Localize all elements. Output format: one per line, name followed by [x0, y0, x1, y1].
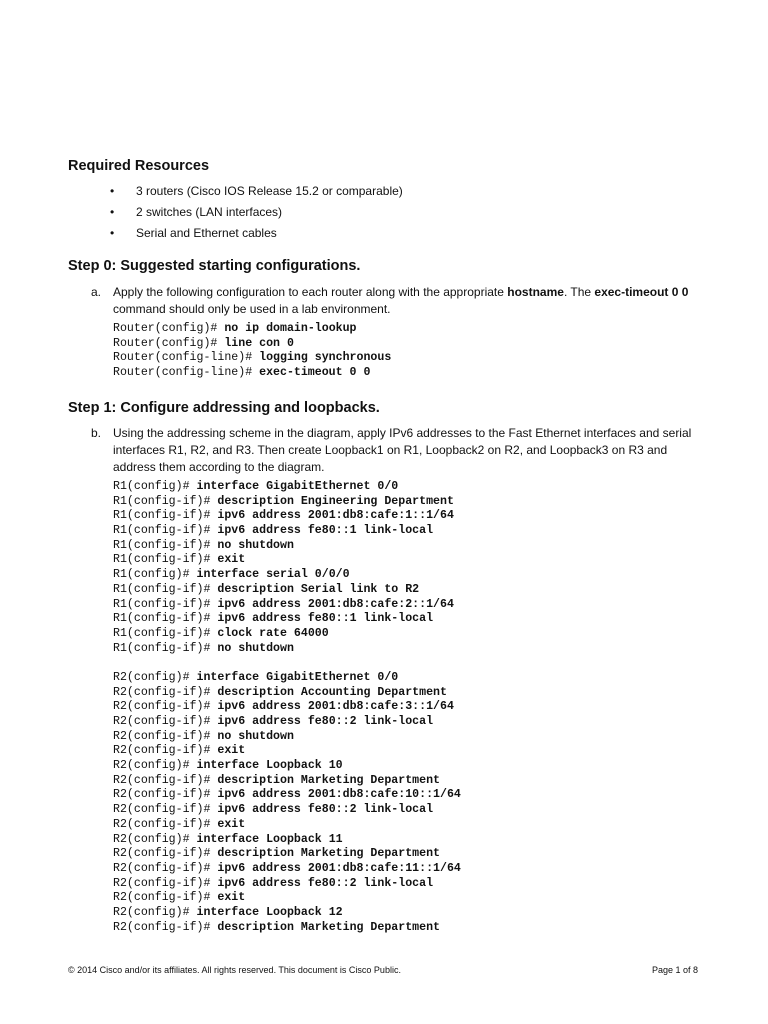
code-line: R2(config-if)# ipv6 address fe80::2 link-local	[113, 876, 434, 890]
code-line: R2(config-if)# description Accounting Department	[113, 685, 447, 699]
step0-text-1: Apply the following configuration to each router along with the appropriate	[113, 285, 508, 299]
step1-code-block	[113, 480, 461, 935]
exec-timeout-term: exec-timeout 0 0	[594, 285, 689, 299]
code-line: R2(config-if)# description Marketing Department	[113, 920, 441, 934]
code-line: R2(config-if)# ipv6 address fe80::2 link-local	[113, 803, 434, 817]
code-line: R2(config-if)# exit	[113, 744, 246, 758]
code-line: R2(config-if)# ipv6 address 2001:db8:cafe:10::1/64	[113, 788, 461, 802]
code-line: R2(config)# interface Loopback 10	[113, 759, 343, 773]
code-line: R2(config)# interface Loopback 12	[113, 905, 343, 919]
step0-text-3: command should only be used in a lab environment.	[113, 302, 391, 316]
step0-text-2: . The	[563, 285, 595, 299]
code-line: R2(config)# interface Loopback 11	[113, 832, 343, 846]
code-line: R1(config-if)# ipv6 address 2001:db8:cafe:2::1/64	[113, 597, 454, 611]
list-item: • 2 switches (LAN interfaces)	[110, 204, 403, 225]
code-line: R1(config-if)# clock rate 64000	[113, 626, 329, 640]
code-line: R2(config-if)# description Marketing Department	[113, 847, 441, 861]
hostname-term: hostname	[507, 285, 564, 299]
code-line: R1(config-if)# description Serial link to R2	[113, 582, 420, 596]
code-line: R2(config-if)# ipv6 address 2001:db8:cafe:3::1/64	[113, 700, 454, 714]
code-line: R2(config-if)# ipv6 address 2001:db8:cafe:11::1/64	[113, 861, 461, 875]
required-resources-heading: Required Resources	[68, 158, 210, 174]
step1-text: Using the addressing scheme in the diagram, apply IPv6 addresses to the Fast Ethernet interfaces and serial interfaces R1, R2, and R3. Then create Loopback1 on R1, Loopback2 on R2, and Loopback3 on R3 and address them according to the diagram.	[113, 426, 692, 474]
code-line: Router(config)# no ip domain-lookup	[113, 322, 357, 335]
code-line: R1(config-if)# exit	[113, 553, 246, 567]
code-line: R1(config-if)# ipv6 address fe80::1 link-local	[113, 524, 434, 538]
footer-copyright: © 2014 Cisco and/or its affiliates. All rights reserved. This document is Cisco Public.	[68, 965, 401, 975]
code-line: R2(config-if)# no shutdown	[113, 729, 294, 743]
step1-paragraph	[91, 425, 698, 476]
code-line: R2(config-if)# exit	[113, 817, 246, 831]
code-line: R1(config-if)# no shutdown	[113, 538, 294, 552]
code-line: R2(config-if)# ipv6 address fe80::2 link-local	[113, 715, 434, 728]
code-line: R2(config-if)# exit	[113, 891, 246, 905]
step0-label: a.	[91, 285, 102, 299]
footer-page-number: Page 1 of 8	[651, 965, 698, 975]
resources-list	[110, 183, 403, 246]
step0-code-block	[113, 322, 391, 381]
code-line: Router(config)# line con 0	[113, 336, 294, 350]
code-line: R1(config-if)# description Engineering Department	[113, 494, 454, 508]
step1-label: b.	[91, 426, 102, 440]
code-line: R1(config-if)# no shutdown	[113, 641, 294, 655]
code-line: R1(config-if)# ipv6 address fe80::1 link-local	[113, 612, 434, 626]
code-line: R1(config)# interface serial 0/0/0	[113, 568, 350, 582]
code-line: Router(config-line)# exec-timeout 0 0	[113, 366, 371, 380]
code-gap	[113, 656, 461, 671]
step1-heading: Step 1: Configure addressing and loopbacks.	[68, 400, 380, 416]
step0-paragraph	[91, 284, 698, 318]
list-item: • Serial and Ethernet cables	[110, 225, 403, 246]
step0-heading: Step 0: Suggested starting configurations.	[68, 258, 361, 274]
code-line: R2(config)# interface GigabitEthernet 0/0	[113, 670, 399, 684]
code-line: R1(config)# interface GigabitEthernet 0/0	[113, 480, 399, 493]
code-line: R1(config-if)# ipv6 address 2001:db8:cafe:1::1/64	[113, 509, 454, 523]
code-line: Router(config-line)# logging synchronous	[113, 351, 392, 365]
code-line: R2(config-if)# description Marketing Department	[113, 773, 441, 787]
list-item: • 3 routers (Cisco IOS Release 15.2 or comparable)	[110, 183, 403, 204]
